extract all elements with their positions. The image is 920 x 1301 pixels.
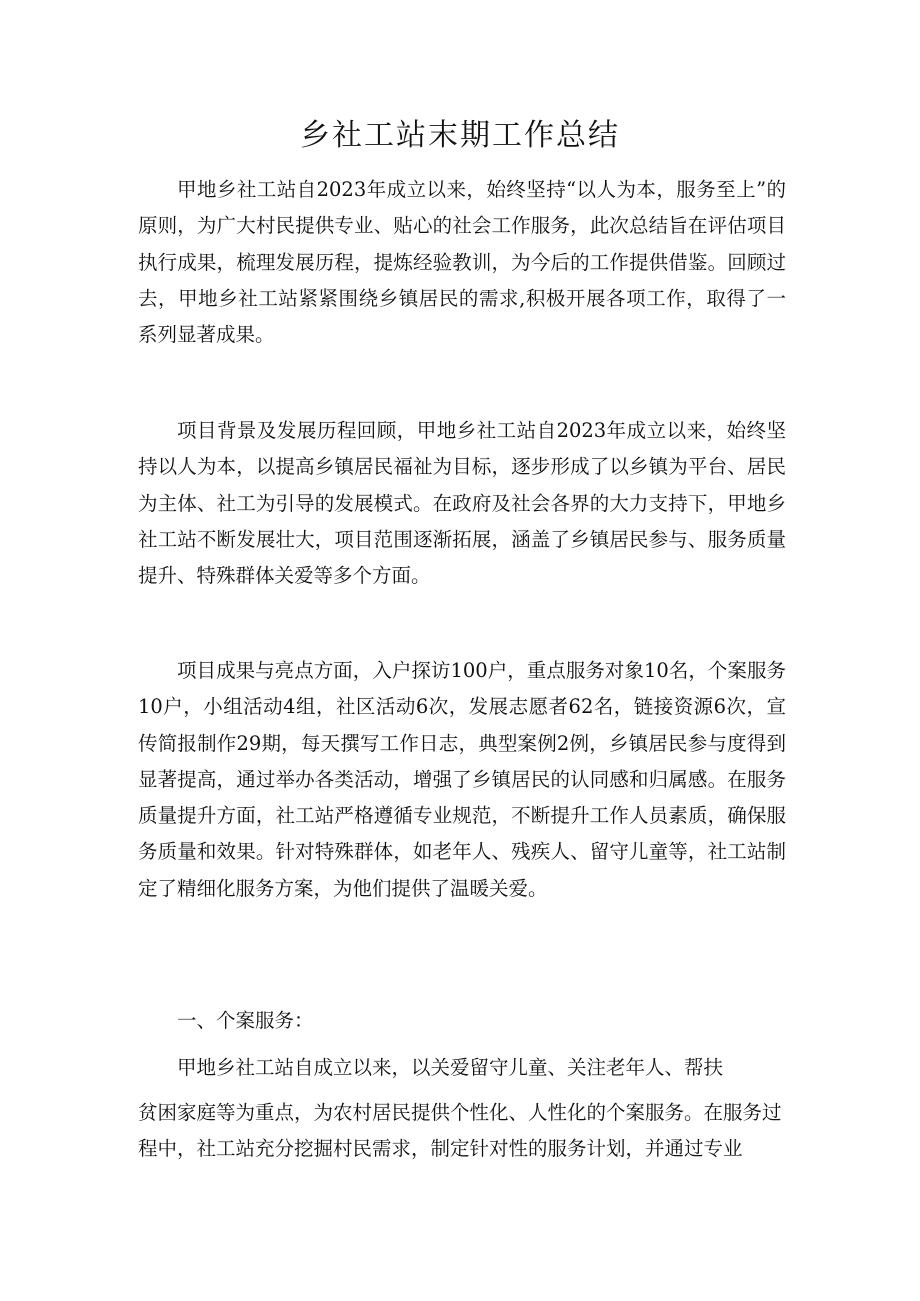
paragraph-achievements: 项目成果与亮点方面，入户探访100户，重点服务对象10名，个案服务10户，小组活动4组，社区活动6次，发展志愿者62名，链接资源6次，宣传简报制作29期，每天撰写工作日志，典型案例2例，乡镇居民参与度得到显著提高，通过举办各类活动，增强了乡镇居民的认同感和归属感。在服务质量提升方面，社工站严格遵循专业规范，不断提升工作人员素质，确保服务质量和效果。针对特殊群体，如老年人、残疾人、留守儿童等，社工站制定了精细化服务方案，为他们提供了温暖关爱。 [138, 659, 786, 900]
section-heading-case-service: 一、个案服务： [177, 1009, 314, 1032]
document-title: 乡社工站末期工作总结 [300, 118, 620, 153]
paragraph-case-service-line1: 甲地乡社工站自成立以来，以关爱留守儿童、关注老年人、帮扶 [177, 1056, 724, 1079]
paragraph-background: 项目背景及发展历程回顾，甲地乡社工站自2023年成立以来，始终坚持以人为本，以提高乡镇居民福祉为目标，逐步形成了以乡镇为平台、居民为主体、社工为引导的发展模式。在政府及社会各界的大力支持下，甲地乡社工站不断发展壮大，项目范围逐渐拓展，涵盖了乡镇居民参与、服务质量提升、特殊群体关爱等多个方面。 [138, 419, 786, 588]
paragraph-intro: 甲地乡社工站自2023年成立以来，始终坚持“以人为本，服务至上”的原则，为广大村民提供专业、贴心的社会工作服务，此次总结旨在评估项目执行成果，梳理发展历程，提炼经验教训，为今后的工作提供借鉴。回顾过去，甲地乡社工站紧紧围绕乡镇居民的需求,积极开展各项工作，取得了一系列显著成果。 [138, 178, 786, 347]
paragraph-case-service-continued: 贫困家庭等为重点，为农村居民提供个性化、人性化的个案服务。在服务过程中，社工站充分挖掘村民需求，制定针对性的服务计划，并通过专业 [138, 1101, 782, 1161]
